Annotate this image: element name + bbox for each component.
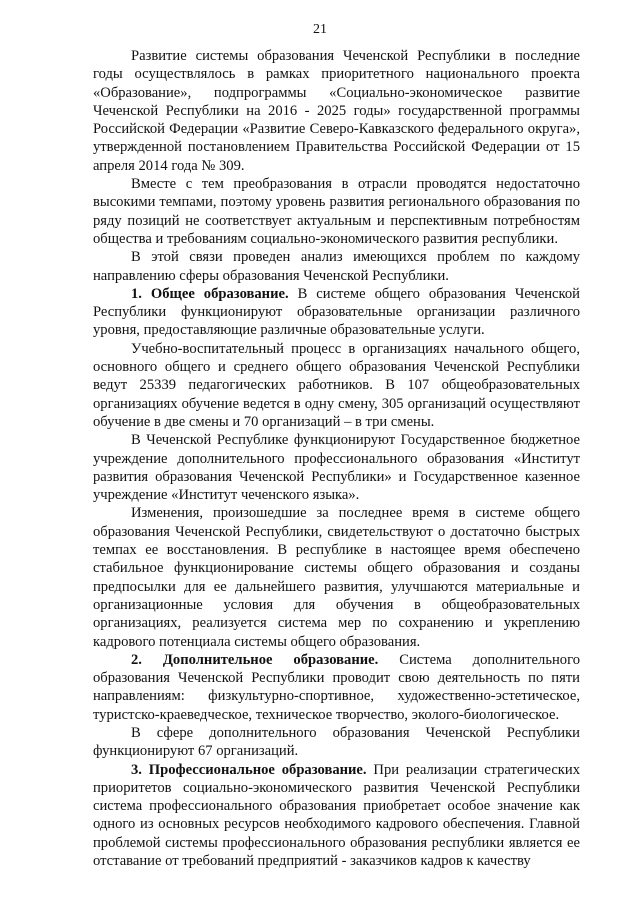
section-heading-general-education: 1. Общее образование. <box>131 285 289 302</box>
paragraph <box>93 761 580 871</box>
paragraph <box>93 175 580 248</box>
paragraph-text: Изменения, произошедшие за последнее время в системе общего образования Чеченской Республики, свидетельствуют о достаточно быстрых темпах ее восстановления. В республике в настоящее время обеспечено стабильное функционирование системы общего образования и созданы предпосылки для ее дальнейшего развития, улучшаются материальные и организационные условия для обучения в общеобразовательных организациях, реализуется система мер по сохранению и укреплению кадрового потенциала системы общего образования. <box>93 505 580 650</box>
paragraph <box>93 724 580 761</box>
paragraph <box>93 47 580 175</box>
paragraph <box>93 285 580 340</box>
section-heading-additional-education: 2. Дополнительное образование. <box>131 651 379 668</box>
paragraph-text: В сфере дополнительного образования Чеченской Республики функционируют 67 организаций. <box>93 724 580 760</box>
paragraph-text: Учебно-воспитательный процесс в организациях начального общего, основного общего и среднего общего образования Чеченской Республики ведут 25339 педагогических работников. В 107 общеобразовательных организациях обучение ведется в одну смену, 305 организаций осуществляют обучение в две смены и 70 организаций – в три смены. <box>93 340 580 430</box>
paragraph-text: Система дополнительного образования Чеченской Республики проводит свою деятельность по пяти направлениям: физкультурно-спортивное, художественно-эстетическое, туристско-краеведческое, техническое творчество, эколого-биологическое. <box>93 651 580 723</box>
paragraph-text: Развитие системы образования Чеченской Республики в последние годы осуществлялось в рамках приоритетного национального проекта «Образование», подпрограммы «Социально-экономическое развитие Чеченской Республики на 2016 - 2025 годы» государственной программы Российской Федерации «Развитие Северо-Кавказского федерального округа», утвержденной постановлением Правительства Российской Федерации от 15 апреля 2014 года № 309. <box>93 48 580 174</box>
paragraph <box>93 340 580 431</box>
paragraph-text: При реализации стратегических приоритетов социально-экономического развития Чеченской Республики система профессионального образования приобретает особое значение как одного из основных ресурсов необходимого кадрового обеспечения. Главной проблемой системы профессионального образования республики является ее отставание от требований предприятий - заказчиков кадров к качеству <box>93 761 580 870</box>
paragraph <box>93 431 580 504</box>
paragraph <box>93 504 580 650</box>
paragraph <box>93 651 580 724</box>
paragraph <box>93 248 580 285</box>
paragraph-text: Вместе с тем преобразования в отрасли проводятся недостаточно высокими темпами, поэтому уровень развития регионального образования по ряду позиций не соответствует актуальным и перспективным потребностям общества и требованиям социально-экономического развития республики. <box>93 176 580 247</box>
paragraph-text: В Чеченской Республике функционируют Государственное бюджетное учреждение дополнительного профессионального образования «Институт развития образования Чеченской Республики» и Государственное казенное учреждение «Институт чеченского языка». <box>93 432 580 504</box>
section-heading-professional-education: 3. Профессиональное образование. <box>131 761 367 778</box>
page-number: 21 <box>313 22 327 37</box>
paragraph-text: В системе общего образования Чеченской Республики функционируют образовательные организации различного уровня, предоставляющие различные образовательные услуги. <box>93 285 580 339</box>
document-body <box>93 47 580 870</box>
paragraph-text: В этой связи проведен анализ имеющихся проблем по каждому направлению сферы образования Чеченской Республики. <box>93 249 580 284</box>
